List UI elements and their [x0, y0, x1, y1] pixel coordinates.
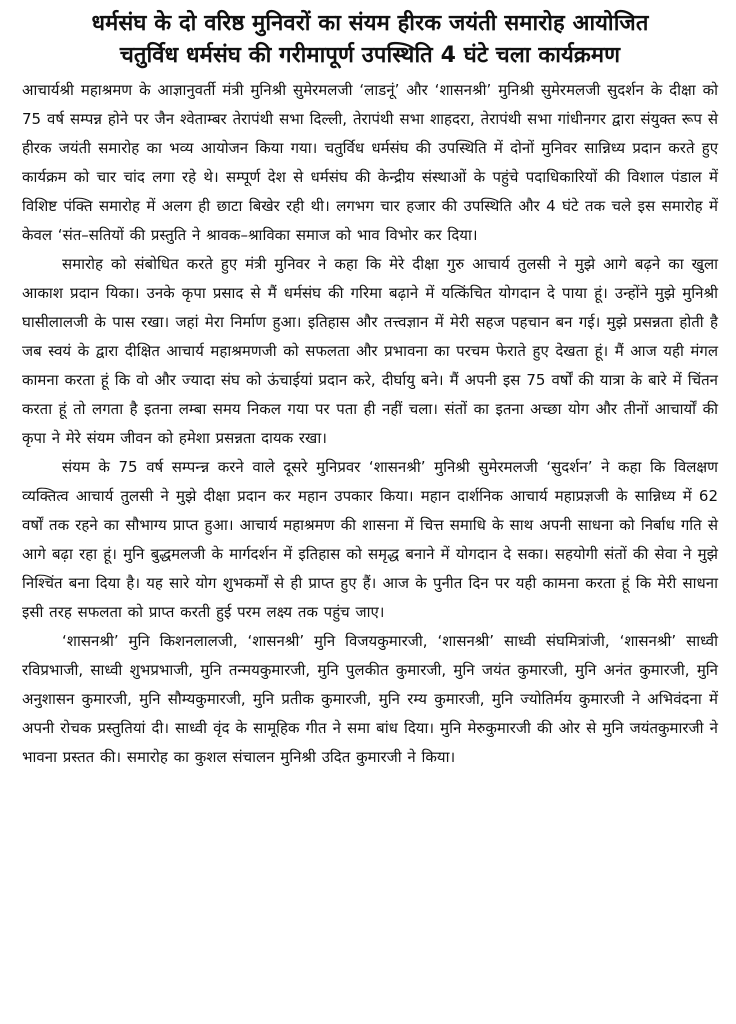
paragraph-second-muni-speech: संयम के 75 वर्ष सम्पन्न्न करने वाले दूसरे मुनिप्रवर ‘शासनश्री’ मुनिश्री सुमेरमलजी ‘सुदर्शन’ ने कहा कि विलक्षण व्यक्तित्व आचार्य तुलसी ने मुझे दीक्षा प्रदान कर महान उपकार किया। महान दार्शनिक आचार्य महाप्रज्ञजी के सान्निध्य में 62 वर्षों तक रहने का सौभाग्य प्राप्त हुआ। आचार्य महाश्रमण की शासना में चित्त समाधि के साथ अपनी साधना को निर्बाध गति से आगे बढ़ा रहा हूं। मुनि बुद्धमलजी के मार्गदर्शन में इतिहास को समृद्ध बनाने में योगदान दे सका। सहयोगी संतों की सेवा ने मुझे निश्चिंत बना दिया है। यह सारे योग शुभकर्मों से ही प्राप्त हुए हैं। आज के पुनीत दिन पर यही कामना करता हूं कि मेरी साधना इसी तरह सफलता को प्राप्त करती हुई परम लक्ष्य तक पहुंच जाए।	[22, 458, 718, 621]
paragraph-intro: आचार्यश्री महाश्रमण के आज्ञानुवर्ती मंत्री मुनिश्री सुमेरमलजी ‘लाडनूं’ और ‘शासनश्री’ मुनिश्री सुमेरमलजी सुदर्शन के दीक्षा को 75 वर्ष सम्पन्न होने पर जैन श्वेताम्बर तेरापंथी सभा दिल्ली, तेरापंथी सभा शाहदरा, तेरापंथी सभा गांधीनगर द्वारा संयुक्त रूप से हीरक जयंती समारोह का भव्य आयोजन किया गया। चतुर्विध धर्मसंघ की उपस्थिति में दोनों मुनिवर सान्निध्य प्रदान करते हुए कार्यक्रम को चार चांद लगा रहे थे। सम्पूर्ण देश से धर्मसंघ की केन्द्रीय संस्थाओं के पहुंचे पदाधिकारियों की विशाल पंडाल में विशिष्ट पंक्ति समारोह में अलग ही छाटा बिखेर रही थी। लगभग चार हजार की उपस्थिति और 4 घंटे तक चले इस समारोह में केवल ‘संत–सतियों की प्रस्तुति ने श्रावक–श्राविका समाज को भाव विभोर कर दिया।	[22, 81, 718, 244]
paragraph-presentations: ‘शासनश्री’ मुनि किशनलालजी, ‘शासनश्री’ मुनि विजयकुमारजी, ‘शासनश्री’ साध्वी संघमित्रांजी, ‘शासनश्री’ साध्वी रविप्रभाजी, साध्वी शुभप्रभाजी, मुनि तन्मयकुमारजी, मुनि पुलकीत कुमारजी, मुनि जयंत कुमारजी, मुनि अनंत कुमारजी, मुनि अनुशासन कुमारजी, मुनि सौम्यकुमारजी, मुनि प्रतीक कुमारजी, मुनि रम्य कुमारजी, मुनि ज्योतिर्मय कुमारजी ने अभिवंदना में अपनी रोचक प्रस्तुतियां दी। साध्वी वृंद के सामूहिक गीत ने समा बांध दिया। मुनि मेरुकुमारजी की ओर से मुनि जयंतकुमारजी ने भावना प्रस्तत की। समारोह का कुशल संचालन मुनिश्री उदित कुमारजी ने किया।	[22, 632, 718, 766]
document-page	[22, 8, 718, 772]
headline-sub: चतुर्विध धर्मसंघ की गरीमापूर्ण उपस्थिति 4 घंटे चला कार्यक्रमण	[119, 43, 621, 68]
article-body	[22, 76, 718, 772]
headline-main: धर्मसंघ के दो वरिष्ठ मुनिवरों का संयम हीरक जयंती समारोह आयोजित	[91, 11, 649, 36]
paragraph-minister-speech: समारोह को संबोधित करते हुए मंत्री मुनिवर ने कहा कि मेरे दीक्षा गुरु आचार्य तुलसी ने मुझे आगे बढ़ने का खुला आकाश प्रदान यिका। उनके कृपा प्रसाद से मैं धर्मसंघ की गरिमा बढ़ाने में यत्किंचित योगदान दे पाया हूं। उन्होंने मुझे मुनिश्री घासीलालजी के पास रखा। जहां मेरा निर्माण हुआ। इतिहास और तत्त्वज्ञान में मेरी सहज पहचान बन गई। मुझे प्रसन्नता होती है जब स्वयं के द्वारा दीक्षित आचार्य महाश्रमणजी को सफलता और प्रभावना का परचम फेराते हुए देखता हूं। मैं आज यही मंगल कामना करता हूं कि वो और ज्यादा संघ को ऊंचाईयां प्रदान करे, दीर्घायु बने। मैं अपनी इस 75 वर्षों की यात्रा के बारे में चिंतन करता हूं तो लगता है इतना लम्बा समय निकल गया पर पता ही नहीं चला। संतों का इतना अच्छा योग और तीनों आचार्यों की कृपा ने मेरे संयम जीवन को हमेशा प्रसन्नता दायक रखा।	[22, 255, 718, 447]
